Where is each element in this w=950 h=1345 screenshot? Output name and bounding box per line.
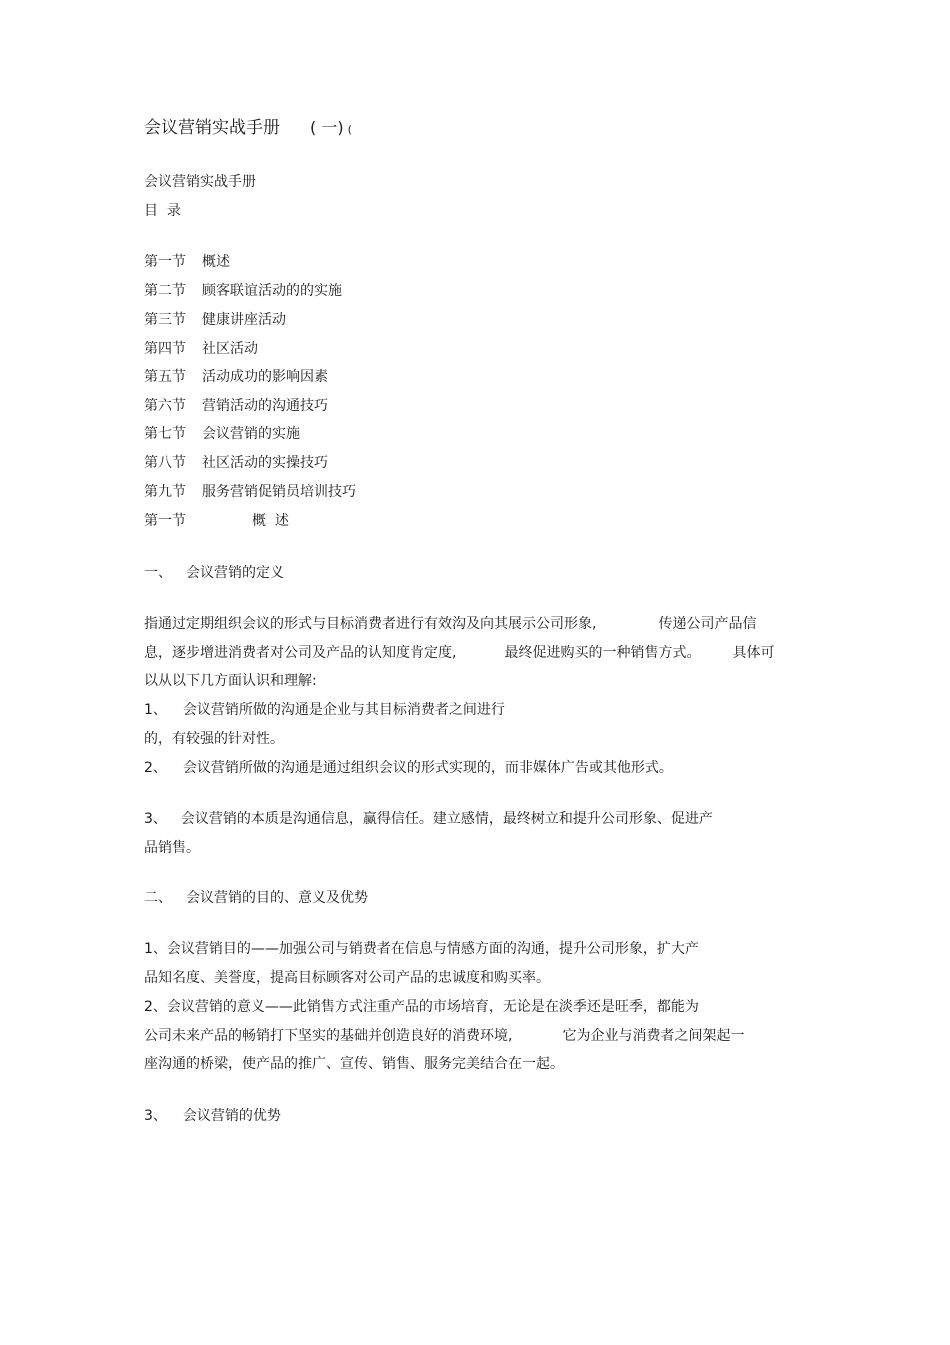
- heading-definition: 一、 会议营销的定义: [144, 565, 284, 581]
- point-2: 2、 会议营销所做的沟通是通过组织会议的形式实现的，而非媒体广告或其他形式。: [144, 760, 673, 776]
- purpose-line: 品知名度、美誉度，提高目标顾客对公司产品的忠诚度和购买率。: [144, 970, 550, 986]
- title-paren: ( 一): [310, 118, 344, 137]
- point-1: 1、 会议营销所做的沟通是企业与其目标消费者之间进行: [144, 702, 505, 718]
- definition-line: 指通过定期组织会议的形式与目标消费者进行有效沟及向其展示公司形象, 传递公司产品信: [144, 616, 757, 632]
- document-title: [144, 118, 352, 140]
- point-1-cont: 的，有较强的针对性。: [144, 731, 284, 747]
- purpose-line: 1、会议营销目的——加强公司与销费者在信息与情感方面的沟通，提升公司形象，扩大产: [144, 941, 699, 957]
- meaning-line: 2、会议营销的意义——此销售方式注重产品的市场培育，无论是在淡季还是旺季，都能为: [144, 999, 699, 1015]
- toc-item: 第九节 服务营销促销员培训技巧: [144, 484, 356, 500]
- subtitle: 会议营销实战手册: [144, 174, 256, 190]
- point-3: 3、 会议营销的本质是沟通信息，赢得信任。建立感情，最终树立和提升公司形象、促进产: [144, 811, 713, 827]
- toc-item: 第三节 健康讲座活动: [144, 312, 286, 328]
- toc-item: 第六节 营销活动的沟通技巧: [144, 398, 328, 414]
- toc-item: 第一节 概述: [144, 254, 230, 270]
- toc-item: 第七节 会议营销的实施: [144, 426, 300, 442]
- definition-line: 以从以下几方面认识和理解:: [144, 673, 317, 689]
- contents-label: 目 录: [144, 203, 181, 219]
- toc-item: 第八节 社区活动的实操技巧: [144, 455, 328, 471]
- point-3-cont: 品销售。: [144, 840, 200, 856]
- definition-line: 息，逐步增进消费者对公司及产品的认知度肯定度, 最终促进购买的一种销售方式。 具体可: [144, 645, 775, 661]
- heading-purpose: 二、 会议营销的目的、意义及优势: [144, 890, 368, 906]
- title-paren-tail: (: [347, 123, 352, 136]
- meaning-line: 座沟通的桥梁，使产品的推广、宣传、销售、服务完美结合在一起。: [144, 1056, 564, 1072]
- meaning-line: 公司未来产品的畅销打下坚实的基础并创造良好的消费环境, 它为企业与消费者之间架起一: [144, 1028, 745, 1044]
- toc-item: 第四节 社区活动: [144, 341, 258, 357]
- title-text: 会议营销实战手册: [144, 118, 280, 138]
- toc-item: 第二节 顾客联谊活动的的实施: [144, 283, 342, 299]
- toc-item: 第五节 活动成功的影响因素: [144, 369, 328, 385]
- heading-advantages: 3、 会议营销的优势: [144, 1108, 281, 1124]
- section-heading: 第一节 概 述: [144, 513, 289, 529]
